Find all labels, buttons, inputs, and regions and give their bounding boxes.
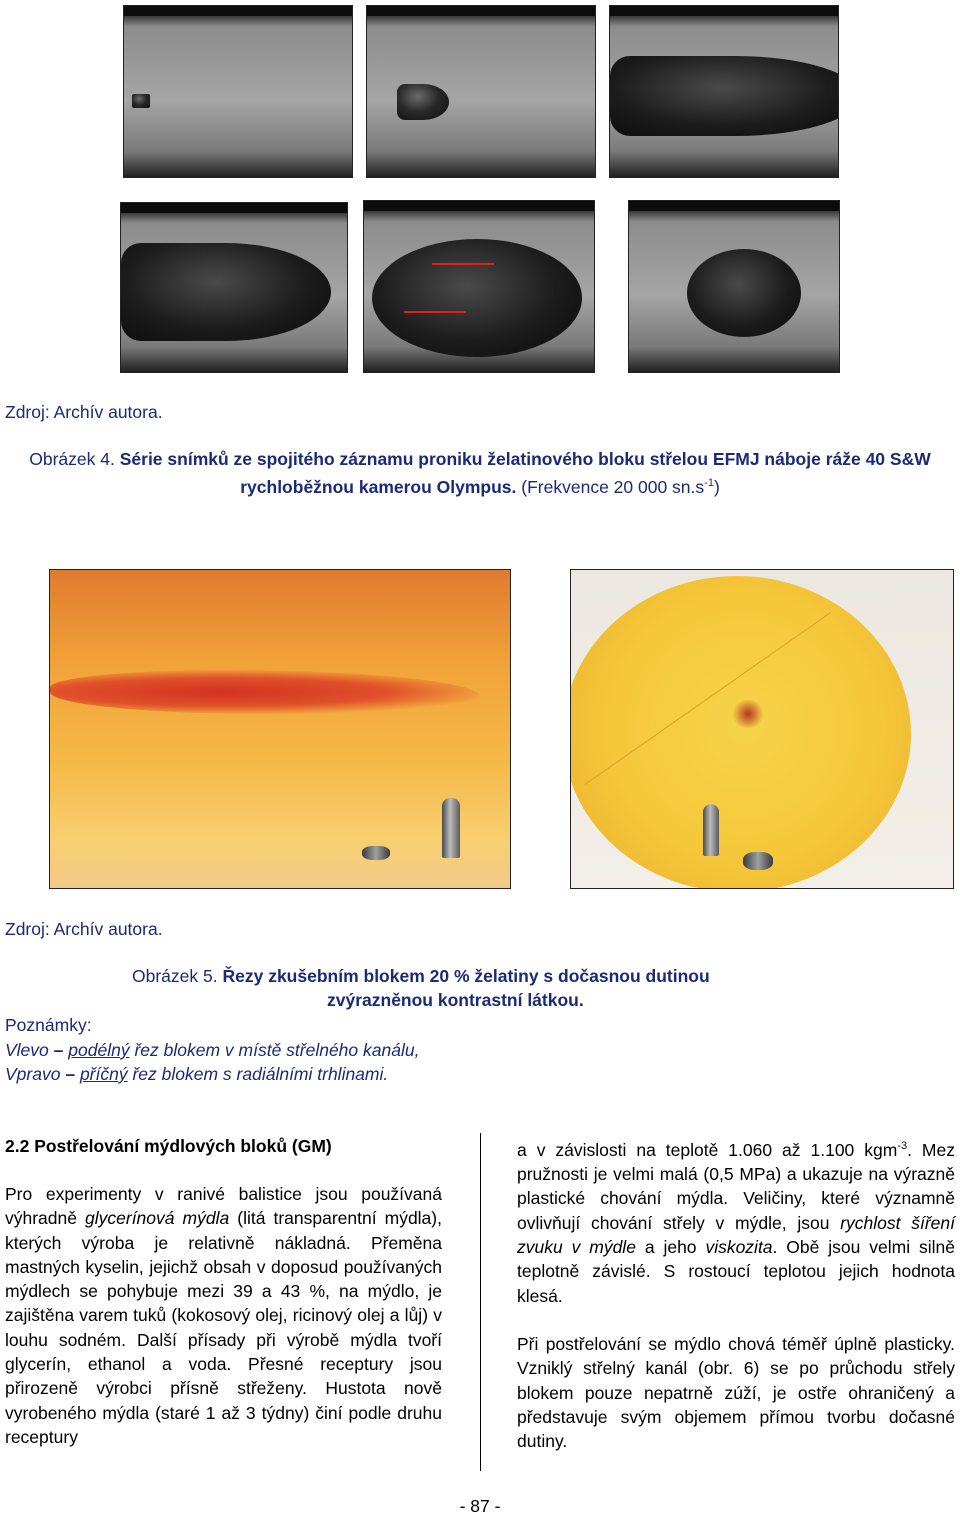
- figure5-note-right: Vpravo – příčný řez blokem s radiálními trhlinami.: [5, 1064, 389, 1084]
- right-paragraph-2: Při postřelování se mýdlo chová téměř úplně plasticky. Vzniklý střelný kanál (obr. 6) se po průchodu střely blokem pouze nepatrně zúží, je ostře ohraničený a představuje svým objemem přímou tvorbu dočasné dutiny.: [517, 1333, 955, 1452]
- red-arrow: [404, 311, 466, 313]
- figure5-notes-header: Poznámky:: [5, 1015, 92, 1035]
- figure4-note: (Frekvence 20 000 $sn.s^{-1}$): [521, 477, 720, 498]
- column-divider: [480, 1133, 481, 1471]
- bullet-shape: [397, 84, 449, 120]
- left-column-text: [5, 1182, 442, 1449]
- figure5-label: Obrázek 5.: [132, 966, 218, 986]
- deformed-bullet-shape: [362, 846, 390, 860]
- longitudinal-cut-photo: [49, 569, 511, 889]
- frame-4-photo: [120, 202, 348, 373]
- cavity-shape: [687, 249, 801, 337]
- section-heading: 2.2 Postřelování mýdlových bloků (GM): [5, 1136, 332, 1156]
- projectile-shape: [442, 798, 460, 858]
- right-paragraph-1: a v závislosti na teplotě 1.060 až 1.100 kgm$^{-3}$. Mez pružnosti je velmi malá (0,5 MPa) a ukazuje na výrazně plastické chování mýdla. Veličiny, které významně ovlivňují chování střely v mýdle, jsou rychlost šíření zvuku v mýdle a jeho viskozita. Obě jsou velmi silně teplotně závislé. S rostoucí teplotou jejich hodnota klesá.: [517, 1139, 955, 1306]
- frame-2-photo: [366, 5, 596, 178]
- red-arrow: [432, 263, 494, 265]
- figure5-source: Zdroj: Archív autora.: [5, 919, 163, 939]
- crack-center: [731, 700, 765, 728]
- figure5-note-left: Vlevo – podélný řez blokem v místě střelného kanálu,: [5, 1040, 420, 1060]
- figure4-title: Série snímků ze spojitého záznamu proniku želatinového bloku střelou EFMJ náboje ráže 40 S&W rychloběžnou kamerou Olympus.: [119, 449, 931, 498]
- bullet-shape: [132, 94, 150, 108]
- frame-6-photo: [628, 200, 840, 373]
- figure5-title-line2: zvýrazněnou kontrastní látkou.: [327, 990, 584, 1010]
- left-paragraph: Pro experimenty v ranivé balistice jsou používaná výhradně glycerínová mýdla (litá transparentní mýdla), kterých výroba je relativně nákladná. Přeměna mastných kyselin, jejichž obsah v doposud používaných mýdlech se pohybuje mezi 39 a 43 %, na mýdlo, je zajištěna varem tuků (kokosový olej, ricinový olej a lůj) v louhu sodném. Další přísady při výrobě mýdla tvoří glycerín, ethanol a voda. Přesné receptury jsou přirozeně výrobci přísně střeženy. Hustota nově vyrobeného mýdla (staré 1 až 3 týdny) činí podle druhu receptury: [5, 1184, 442, 1447]
- figure4-label: Obrázek 4.: [29, 449, 115, 469]
- frame-1-photo: [123, 5, 353, 178]
- figure4-source: Zdroj: Archív autora.: [5, 402, 163, 422]
- transverse-cut-photo: [570, 569, 954, 889]
- cavity-shape: [610, 56, 839, 136]
- wound-channel: [50, 670, 480, 714]
- frame-3-photo: [609, 5, 839, 178]
- frame-5-photo: [363, 200, 595, 373]
- cavity-shape: [121, 243, 331, 341]
- gelatin-disc: [570, 576, 911, 889]
- deformed-bullet-shape: [743, 852, 773, 870]
- page-number: - 87 -: [459, 1496, 501, 1516]
- right-column-text: [517, 1134, 955, 1453]
- projectile-shape: [703, 804, 719, 856]
- cavity-shape: [372, 239, 582, 357]
- figure4-caption: [5, 447, 955, 499]
- figure5-caption-line1: [132, 964, 710, 988]
- figure5-title-line1: Řezy zkušebním blokem 20 % želatiny s dočasnou dutinou: [222, 966, 710, 986]
